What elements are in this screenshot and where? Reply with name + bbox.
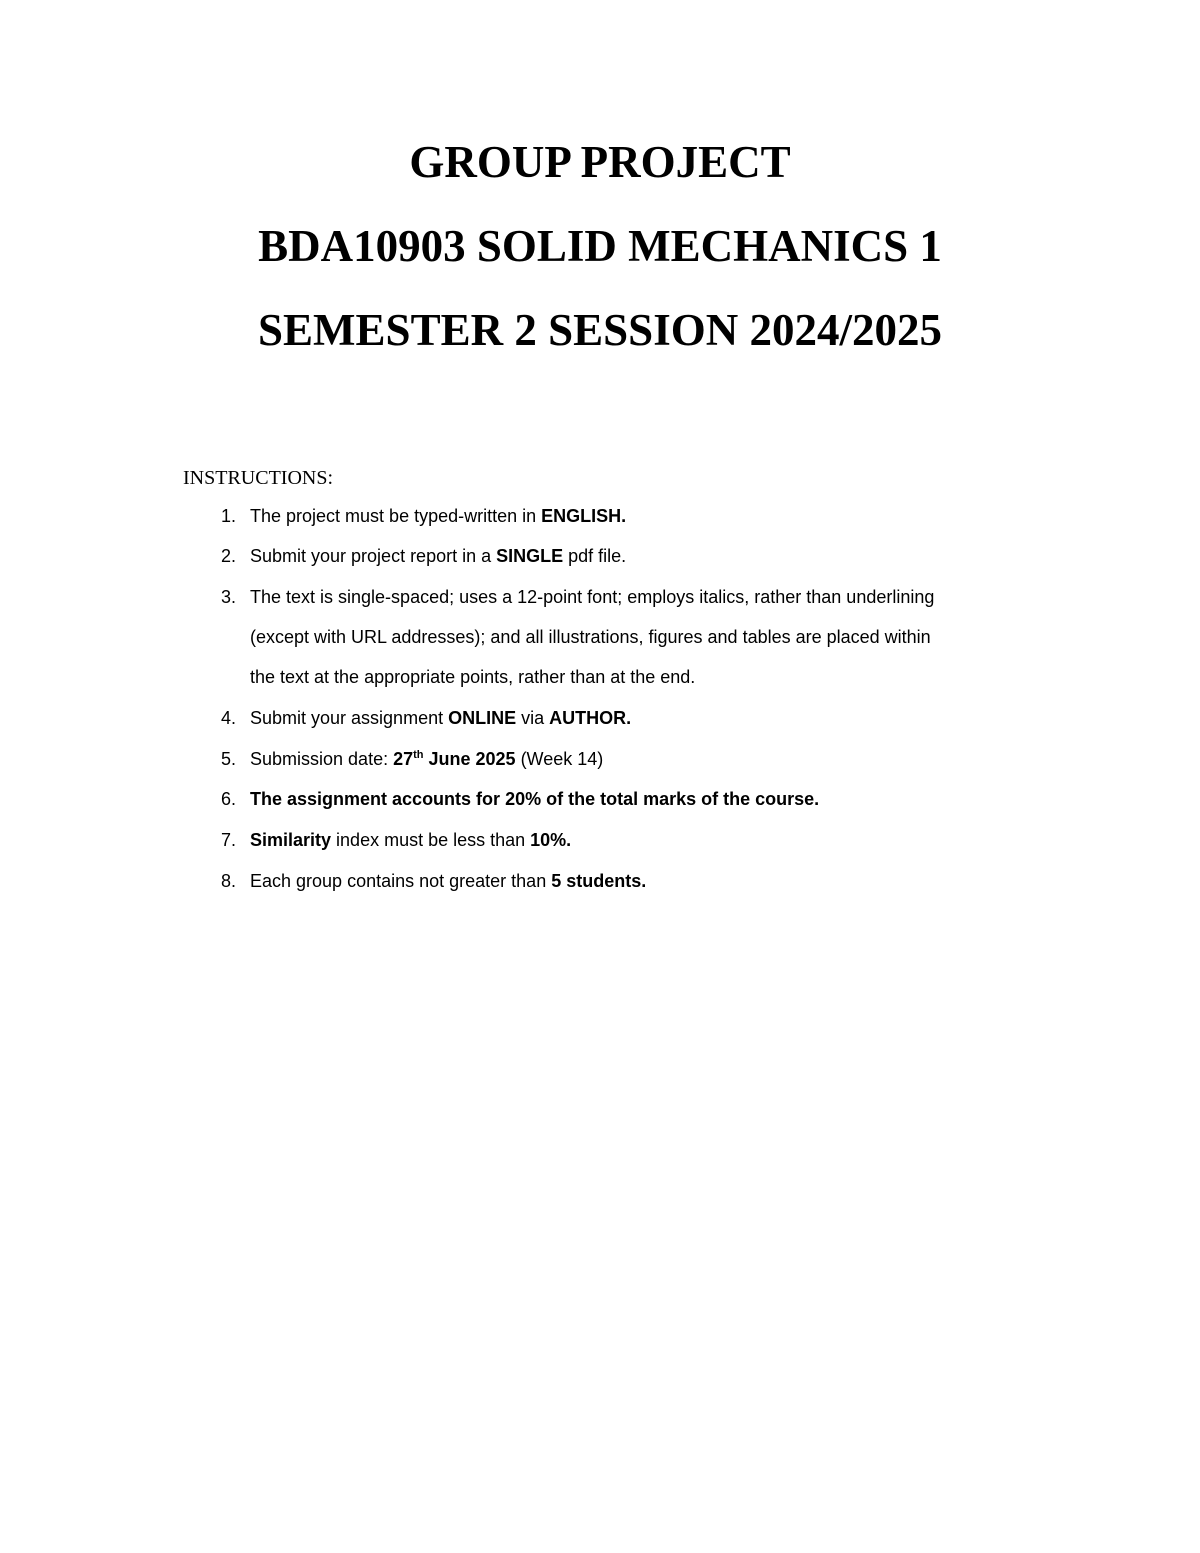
instruction-text (250, 496, 1040, 536)
instruction-line: (except with URL addresses); and all illustrations, figures and tables are placed within (250, 627, 931, 647)
title-semester-session: SEMESTER 2 SESSION 2024/2025 (258, 305, 942, 355)
instruction-text (250, 577, 1040, 697)
instruction-number: 8. (220, 871, 236, 891)
instruction-text (250, 739, 1040, 779)
instruction-line: The text is single-spaced; uses a 12-point font; employs italics, rather than underlining (250, 587, 935, 607)
instruction-text-segment: Submit your assignment (250, 708, 449, 728)
instruction-number: 1. (220, 506, 236, 526)
instruction-text (250, 861, 1040, 901)
instruction-number: 7. (220, 830, 236, 850)
instruction-emphasis: Similarity (250, 830, 332, 850)
instruction-text (250, 779, 1040, 819)
instruction-text-segment: The project must be typed-written in (250, 506, 542, 526)
instruction-text (250, 698, 1040, 738)
instruction-emphasis: ENGLISH. (541, 506, 627, 526)
instruction-number: 4. (220, 708, 236, 728)
instruction-emphasis: 5 students. (551, 871, 647, 891)
instruction-text-segment: pdf file. (563, 546, 627, 566)
instruction-text (250, 536, 1040, 576)
title-group-project: GROUP PROJECT (409, 137, 791, 187)
instruction-text-segment: via (516, 708, 550, 728)
instruction-emphasis: SINGLE (496, 546, 564, 566)
instruction-emphasis: 20% (505, 789, 542, 809)
ordinal-suffix: th (413, 749, 424, 761)
instruction-line: the text at the appropriate points, rather than at the end. (250, 667, 696, 687)
instruction-number: 5. (220, 749, 236, 769)
instruction-emphasis: ONLINE (448, 708, 517, 728)
instruction-text-segment: index must be less than (331, 830, 531, 850)
instruction-number: 6. (220, 789, 236, 809)
instruction-text-segment: The assignment accounts for (250, 789, 506, 809)
instruction-number: 2. (220, 546, 236, 566)
instruction-number: 3. (220, 587, 236, 607)
instruction-text-segment: Each group contains not greater than (250, 871, 552, 891)
submission-month-year: June 2025 (423, 749, 516, 769)
instruction-text (250, 820, 1040, 860)
title-course-code: BDA10903 SOLID MECHANICS 1 (258, 221, 942, 271)
instruction-text-segment: (Week 14) (515, 749, 604, 769)
instructions-heading: INSTRUCTIONS: (183, 467, 334, 489)
submission-day: 27 (393, 749, 414, 769)
instruction-emphasis: 10%. (530, 830, 572, 850)
instruction-emphasis: AUTHOR. (549, 708, 632, 728)
instruction-text-segment: of the total marks of the course. (541, 789, 820, 809)
instruction-text-segment: Submit your project report in a (250, 546, 497, 566)
instruction-text-segment: Submission date: (250, 749, 394, 769)
